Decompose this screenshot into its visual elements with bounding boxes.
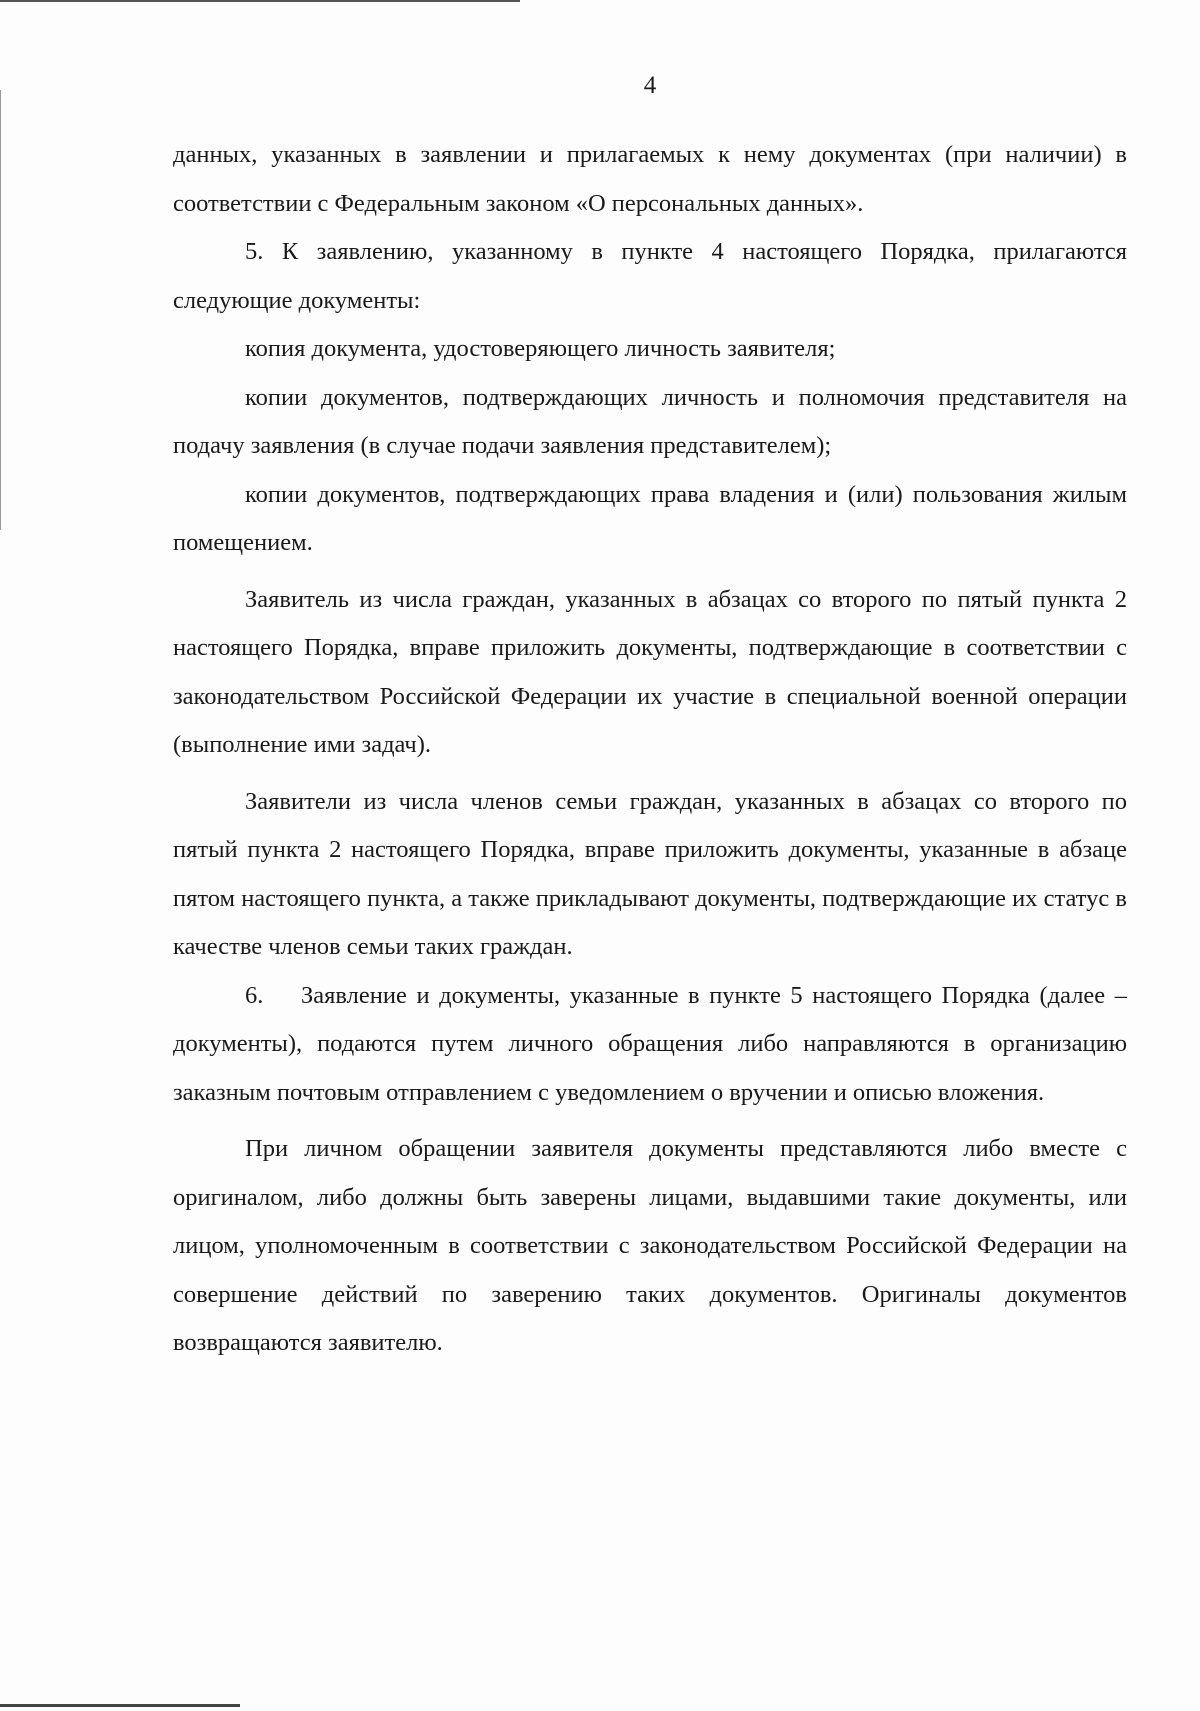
paragraph-list-representative-copy: копии документов, подтверждающих личность и полномочия представителя на подачу заявления (в случае подачи заявления представителем); [173, 383, 1127, 459]
scan-edge-left [0, 90, 1, 530]
paragraph-family-members: Заявители из числа членов семьи граждан, указанных в абзацах со второго по пятый пункта 2 настоящего Порядка, вправе приложить документы, указанные в абзаце пятом настоящего пункта, а также прикладывают документы, подтверждающие их статус в качестве членов семьи таких граждан. [173, 787, 1127, 960]
page-number: 4 [643, 72, 657, 99]
scan-edge-bottom [0, 1704, 240, 1707]
document-body [173, 131, 1127, 1368]
scan-edge-top [0, 0, 520, 2]
paragraph-continuation: данных, указанных в заявлении и прилагаемых к нему документах (при наличии) в соответствии с Федеральным законом «О персональных данных». [173, 141, 1127, 217]
paragraph-item-6 [173, 972, 1127, 1118]
paragraph-item-5: 5. К заявлению, указанному в пункте 4 настоящего Порядка, прилагаются следующие документы: [173, 238, 1127, 314]
paragraph-personal-appeal: При личном обращении заявителя документы представляются либо вместе с оригиналом, либо должны быть заверены лицами, выдавшими такие документы, или лицом, уполномоченным в соответствии с законодательством Российской Федерации на совершение действий по заверению таких документов. Оригиналы документов возвращаются заявителю. [173, 1135, 1127, 1356]
paragraph-applicant-svo: Заявитель из числа граждан, указанных в абзацах со второго по пятый пункта 2 настоящего Порядка, вправе приложить документы, подтверждающие в соответствии с законодательством Российской Федерации их участие в специальной военной операции (выполнение ими задач). [173, 585, 1127, 758]
item-text: Заявление и документы, указанные в пункте 5 настоящего Порядка (далее – документы), подаются путем личного обращения либо направляются в организацию заказным почтовым отправлением с уведомлением о вручении и описью вложения. [173, 981, 1127, 1106]
paragraph-list-identity-copy: копия документа, удостоверяющего личность заявителя; [245, 335, 836, 362]
paragraph-list-ownership-copy: копии документов, подтверждающих права владения и (или) пользования жилым помещением. [173, 480, 1127, 556]
item-number: 6. [245, 981, 264, 1009]
